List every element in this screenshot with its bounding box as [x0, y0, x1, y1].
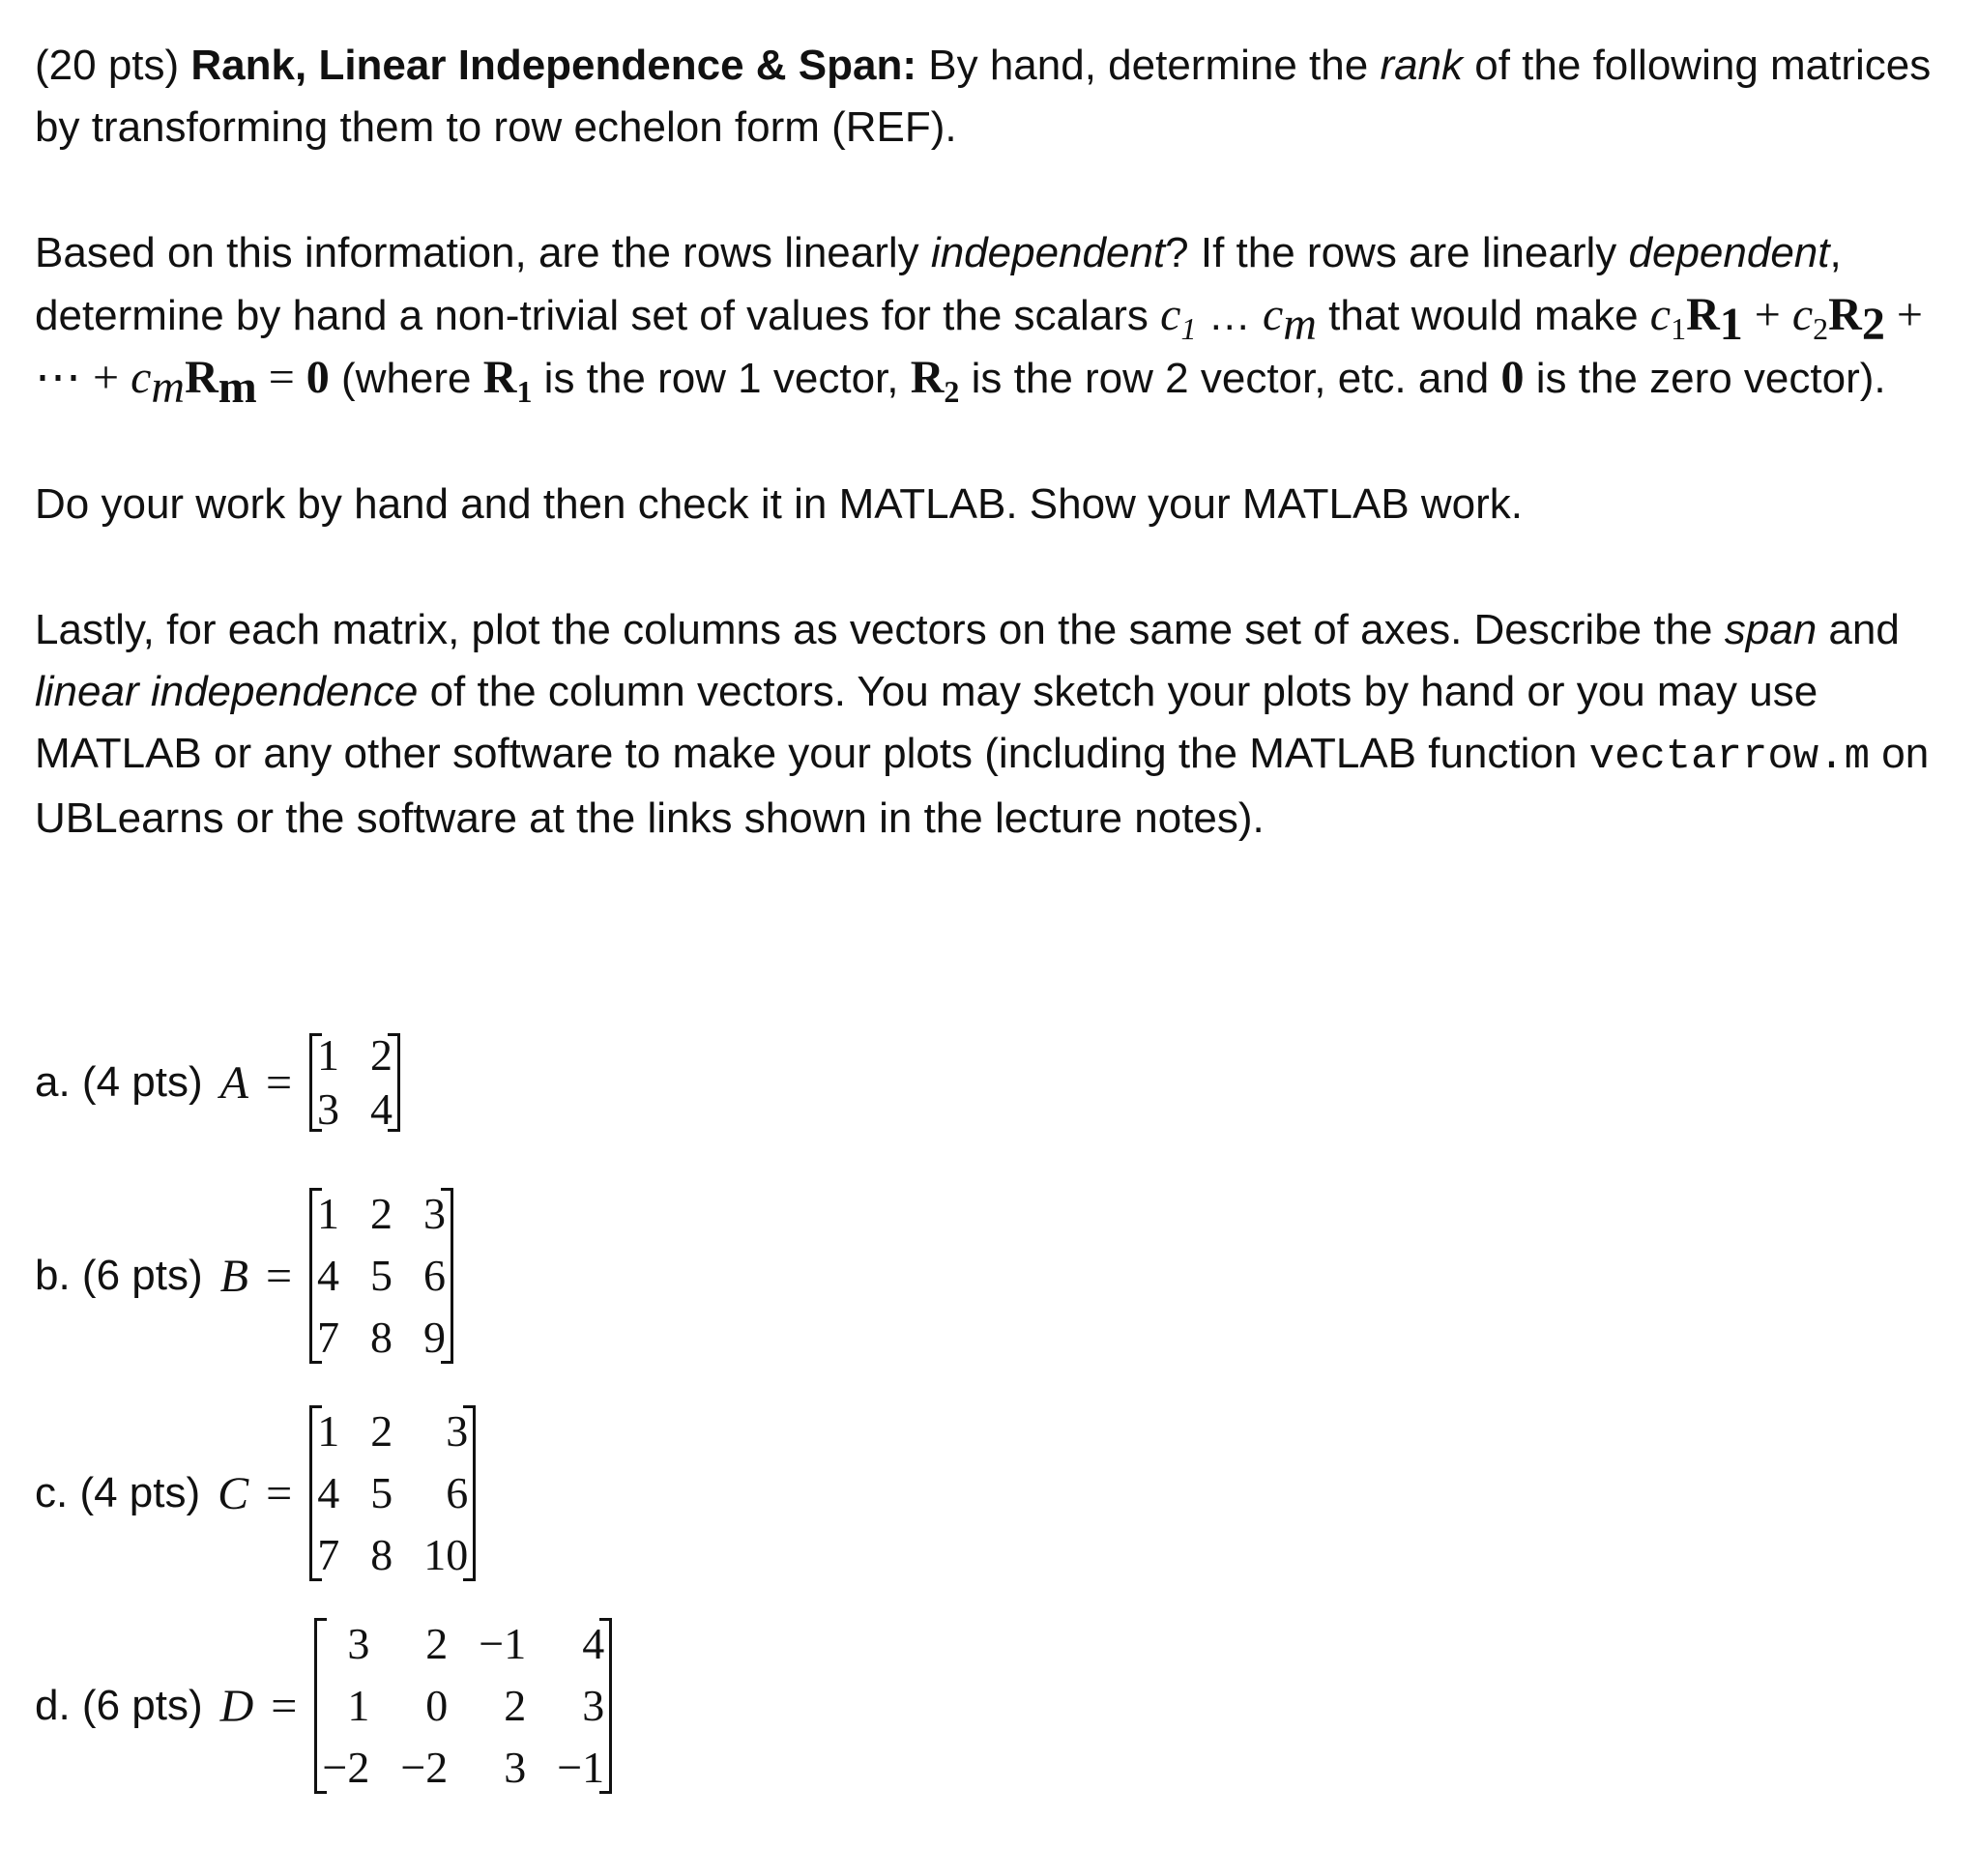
- matrix-entry: 7: [317, 1313, 340, 1362]
- matrix-entry: 0: [425, 1681, 449, 1730]
- matrix-entry: 6: [446, 1468, 469, 1517]
- para2-text-5: (where: [341, 355, 472, 402]
- matrix-name: C: [218, 1467, 249, 1519]
- equals-sign: =: [265, 1250, 293, 1302]
- matrix-entry: −2: [400, 1743, 449, 1792]
- left-bracket: [314, 1618, 327, 1794]
- rank-term: rank: [1380, 42, 1464, 89]
- zero-vector: 0: [1500, 352, 1525, 403]
- para2-text-6: is the row 1 vector,: [543, 355, 899, 402]
- para2-text-4: that would make: [1328, 292, 1639, 339]
- matrix-entry: 1: [317, 1030, 340, 1080]
- linear-combination-equation: $c_1R_1 + c_2R_2$ + ⋯ + $c_mR_m = 0$: [35, 289, 1923, 413]
- matrix-entry: 1: [317, 1189, 340, 1238]
- problem-page: [35, 35, 1949, 913]
- matrix-entry: 3: [504, 1743, 527, 1792]
- equals-sign: =: [265, 1056, 293, 1109]
- intro-paragraph: [35, 35, 1949, 159]
- scalar-c1: $c_1$: [1160, 289, 1197, 346]
- matrix-entry: 4: [317, 1251, 340, 1300]
- matrix-name: A: [219, 1056, 248, 1109]
- right-bracket: [599, 1618, 612, 1794]
- intro-text-1: By hand, determine the: [928, 42, 1369, 89]
- left-bracket: [309, 1405, 322, 1581]
- matrix-entry: 9: [423, 1313, 447, 1362]
- para2-text-1: Based on this information, are the rows linearly: [35, 229, 919, 276]
- problem-label: c. (4 pts): [35, 1469, 201, 1516]
- matrix-entry: −2: [322, 1743, 370, 1792]
- para4-text-4: on UBLearns or the software at the links shown in the lecture notes).: [35, 730, 1930, 842]
- span-term: span: [1724, 606, 1818, 653]
- matrix-d: [314, 1614, 612, 1798]
- para2-text-2: ? If the rows are linearly: [1165, 229, 1617, 276]
- matrix-entry: 3: [347, 1619, 370, 1668]
- matrix-entry: 10: [423, 1530, 469, 1579]
- matrix-entry: 5: [370, 1468, 393, 1517]
- matrix-entry: 8: [370, 1313, 393, 1362]
- matrix-name: D: [219, 1680, 254, 1732]
- matrix-entry: 5: [370, 1251, 393, 1300]
- matrix-b: [309, 1184, 453, 1368]
- matrix-entry: −1: [557, 1743, 605, 1792]
- dependent-term: dependent: [1628, 229, 1830, 276]
- plot-paragraph: [35, 599, 1949, 850]
- matrix-entry: 2: [425, 1619, 449, 1668]
- linear-independence-term: linear independence: [35, 668, 419, 715]
- para2-text-3: , determine by hand a non-trivial set of values for the scalars: [35, 229, 1842, 339]
- matrix-entry: 2: [370, 1189, 393, 1238]
- problem-b: [35, 1184, 453, 1368]
- points-label: (20 pts): [35, 42, 180, 89]
- independent-term: independent: [930, 229, 1166, 276]
- left-bracket: [309, 1188, 322, 1364]
- independence-paragraph: [35, 222, 1949, 413]
- matrix-entry: 1: [317, 1406, 340, 1456]
- matrix-entry: 3: [582, 1681, 605, 1730]
- equals-sign: =: [266, 1467, 293, 1519]
- problem-label: a. (4 pts): [35, 1058, 203, 1106]
- matrix-entry: 2: [370, 1030, 393, 1080]
- matrix-entry: 2: [370, 1406, 393, 1456]
- problem-label: d. (6 pts): [35, 1682, 203, 1729]
- function-name: vectarrow.m: [1588, 733, 1871, 781]
- matrix-entry: 3: [446, 1406, 469, 1456]
- problem-d: [35, 1614, 612, 1798]
- para2-text-7: is the row 2 vector, etc. and: [971, 355, 1490, 402]
- ellipsis: …: [1196, 292, 1263, 339]
- problem-a: [35, 1029, 400, 1136]
- matrix-entry: 4: [317, 1468, 340, 1517]
- row1-vector: $R_1$: [482, 352, 533, 409]
- row2-vector: $R_2$: [910, 352, 960, 409]
- left-bracket: [309, 1033, 322, 1132]
- para4-text-3: of the column vectors. You may sketch your plots by hand or you may use MATLAB or any other software to make your plots (including the MATLAB function: [35, 668, 1818, 777]
- problem-label: b. (6 pts): [35, 1252, 203, 1299]
- right-bracket: [388, 1033, 400, 1132]
- matrix-entry: 7: [317, 1530, 340, 1579]
- problem-title: Rank, Linear Independence & Span:: [190, 42, 917, 89]
- para4-text-2: and: [1828, 606, 1900, 653]
- matrix-entry: 1: [347, 1681, 370, 1730]
- matrix-entry: 3: [317, 1084, 340, 1134]
- matrix-entry: 4: [370, 1084, 393, 1134]
- matlab-paragraph: Do your work by hand and then check it in MATLAB. Show your MATLAB work.: [35, 480, 1524, 528]
- right-bracket: [463, 1405, 476, 1581]
- scalar-cm: $c_m$: [1262, 289, 1317, 350]
- matrix-entry: 6: [423, 1251, 447, 1300]
- matrix-entry: 3: [423, 1189, 447, 1238]
- para4-text-1: Lastly, for each matrix, plot the columns as vectors on the same set of axes. Describe the: [35, 606, 1713, 653]
- matrix-name: B: [219, 1250, 248, 1302]
- matrix-entry: 8: [370, 1530, 393, 1579]
- matrix-a: [309, 1029, 400, 1136]
- matrix-entry: 4: [582, 1619, 605, 1668]
- problem-c: [35, 1401, 476, 1585]
- matrix-c: [309, 1401, 476, 1585]
- matrix-entry: 2: [504, 1681, 527, 1730]
- matrix-entry: −1: [479, 1619, 527, 1668]
- right-bracket: [441, 1188, 453, 1364]
- equals-sign: =: [271, 1680, 298, 1732]
- para2-text-8: is the zero vector).: [1535, 355, 1886, 402]
- intro-text-2: of the following matrices by transforming them to row echelon form (REF).: [35, 42, 1932, 151]
